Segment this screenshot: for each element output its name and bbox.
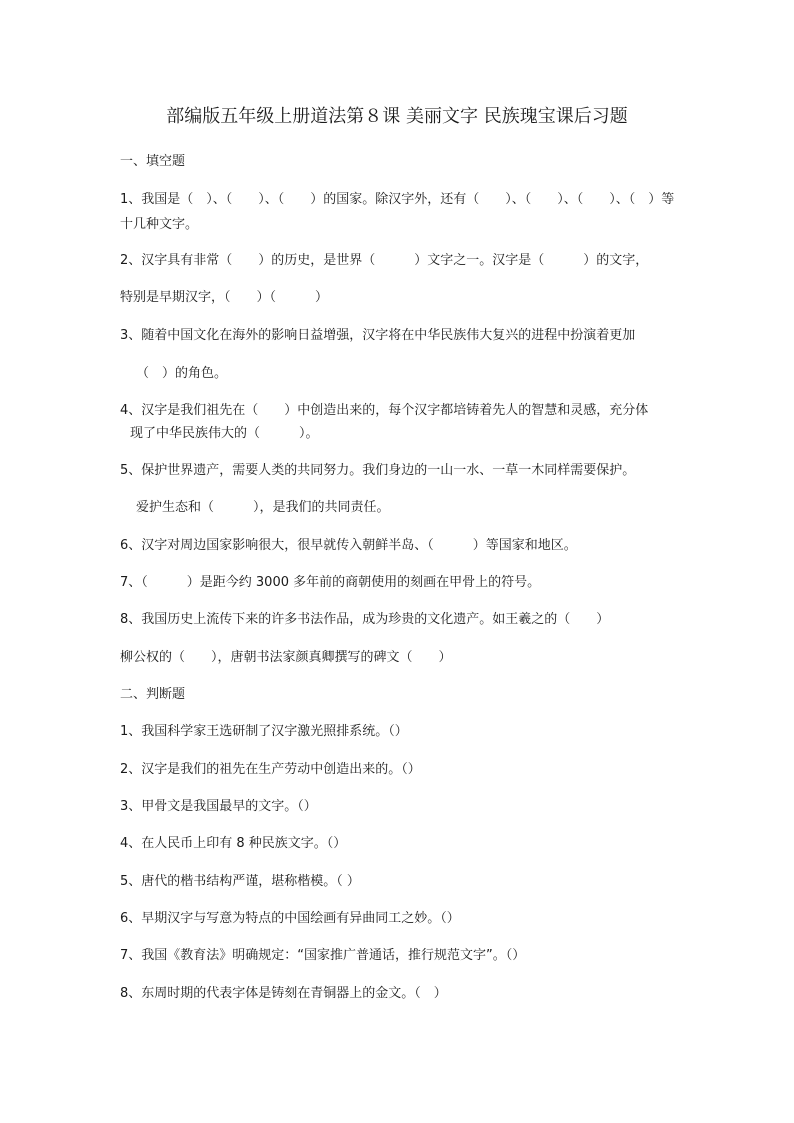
question-line: （ ）的角色。 bbox=[136, 366, 228, 381]
question-line: 6、汉字对周边国家影响很大，很早就传入朝鲜半岛、（ ）等国家和地区。 bbox=[120, 538, 577, 553]
question-line: 4、在人民币上印有 8 种民族文字。（） bbox=[120, 836, 347, 851]
question-line: 7、我国《教育法》明确规定：“国家推广普通话，推行规范文字”。（） bbox=[120, 948, 526, 963]
question-line: 7、（ ）是距今约 3000 多年前的商朝使用的刻画在甲骨上的符号。 bbox=[120, 575, 541, 590]
question-line: 特别是早期汉字，（ ）（ ） bbox=[120, 290, 329, 305]
question-line: 6、早期汉字与写意为特点的中国绘画有异曲同工之妙。（） bbox=[120, 911, 460, 926]
question-line: 十几种文字。 bbox=[120, 217, 199, 232]
question-line: 5、保护世界遗产，需要人类的共同努力。我们身边的一山一水、一草一木同样需要保护。 bbox=[120, 463, 636, 478]
question-line: 1、我国是（ ）、（ ）、（ ）的国家。除汉字外，还有（ ）、（ ）、（ ）、（ ）等 bbox=[120, 192, 675, 207]
question-line: 2、汉字是我们的祖先在生产劳动中创造出来的。（） bbox=[120, 762, 421, 777]
question-line: 3、随着中国文化在海外的影响日益增强，汉字将在中华民族伟大复兴的进程中扮演着更加 bbox=[120, 328, 636, 343]
question-line: 2、汉字具有非常（ ）的历史，是世界（ ）文字之一。汉字是（ ）的文字， bbox=[120, 253, 649, 268]
question-line: 柳公权的（ ），唐朝书法家颜真卿撰写的碑文（ ） bbox=[120, 650, 452, 665]
question-line: 现了中华民族伟大的（ ）。 bbox=[130, 426, 319, 441]
question-line: 3、甲骨文是我国最早的文字。（） bbox=[120, 799, 317, 814]
question-line: 5、唐代的楷书结构严谨，堪称楷模。（ ） bbox=[120, 874, 360, 889]
question-line: 8、我国历史上流传下来的许多书法作品，成为珍贵的文化遗产。如王羲之的（ ） bbox=[120, 612, 610, 627]
question-line: 1、我国科学家王选研制了汉字激光照排系统。（） bbox=[120, 724, 408, 739]
page-title: 部编版五年级上册道法第８课 美丽文字 民族瑰宝课后习题 bbox=[166, 106, 628, 127]
question-line: 8、东周时期的代表字体是铸刻在青铜器上的金文。（ ） bbox=[120, 986, 447, 1001]
question-line: 爱护生态和（ ），是我们的共同责任。 bbox=[136, 500, 390, 515]
question-line: 4、汉字是我们祖先在（ ）中创造出来的，每个汉字都培铸着先人的智慧和灵感，充分体 bbox=[120, 403, 649, 418]
section-heading-fill-in: 一、填空题 bbox=[120, 154, 186, 169]
section-heading-true-false: 二、判断题 bbox=[120, 687, 186, 702]
